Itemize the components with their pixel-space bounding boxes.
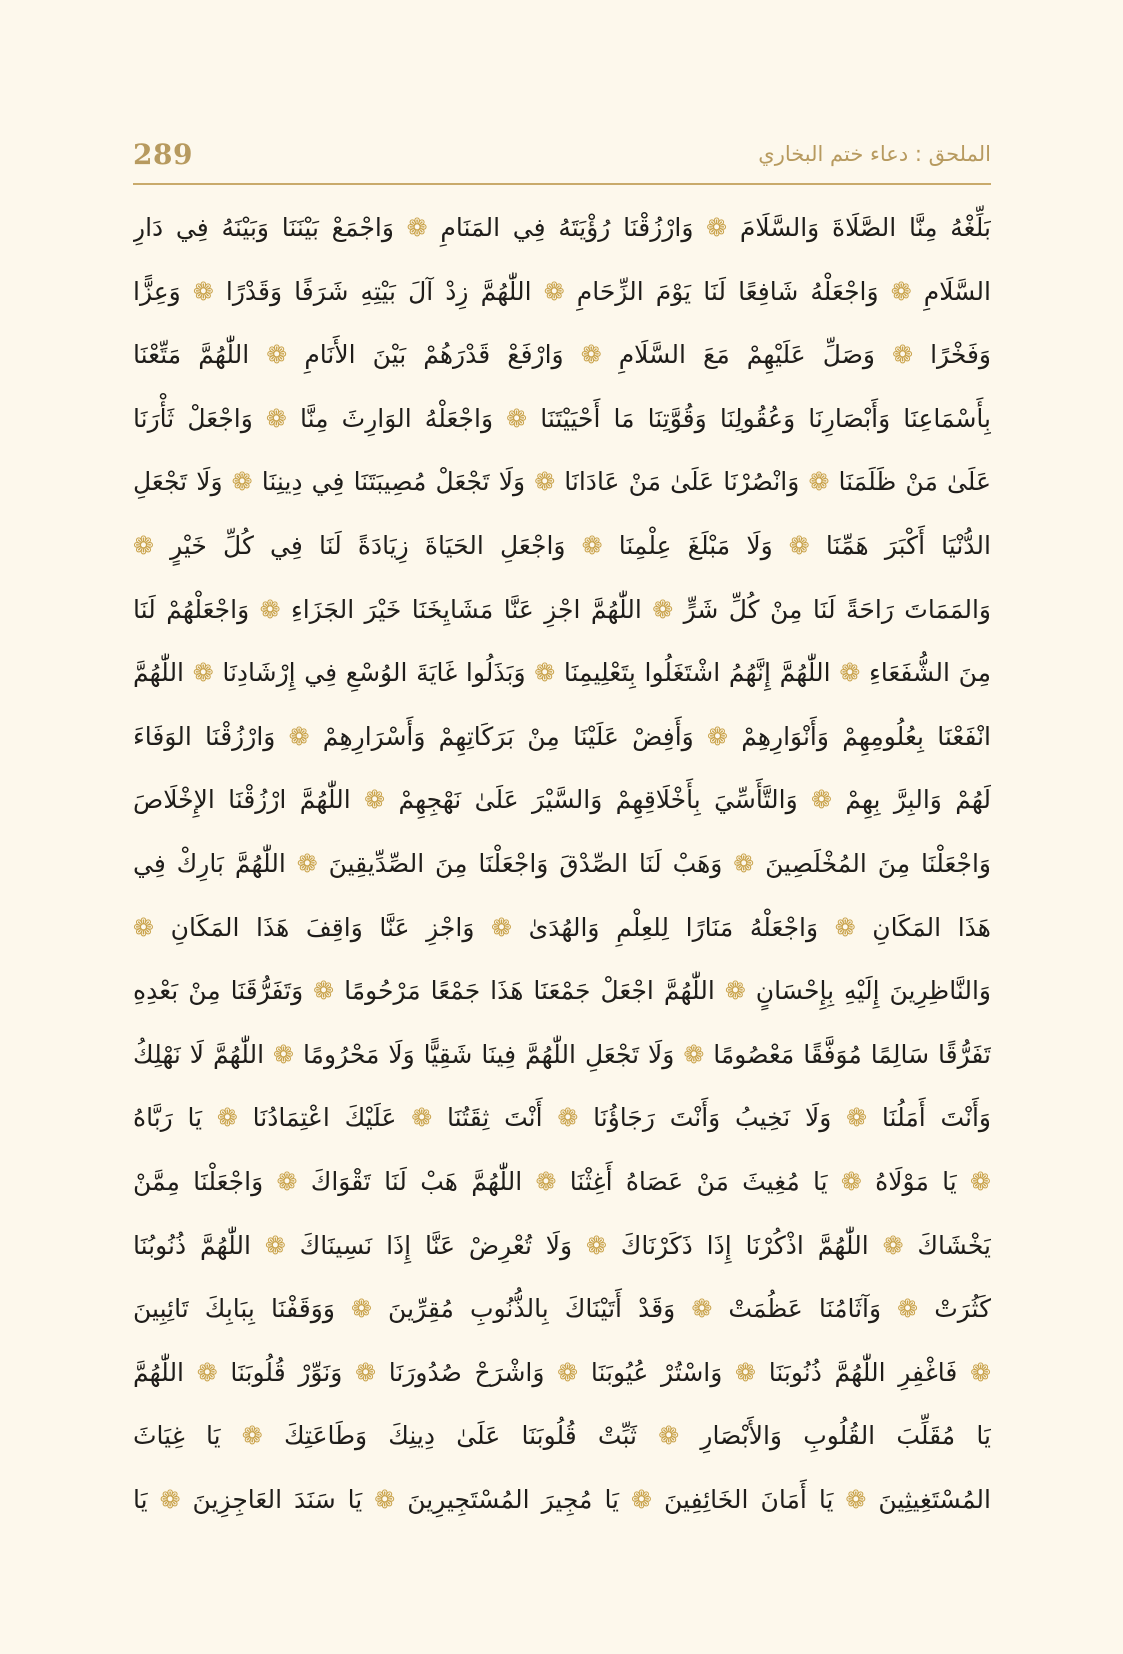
ornament-icon: ❁ <box>534 658 556 688</box>
text-line: المُسْتَغِيثِينَ ❁ يَا أَمَانَ الخَائِفِينَ ❁ يَا مُجِيرَ المُسْتَجِيرِينَ ❁ يَا سَنَدَ العَاجِزِينَ ❁ يَا <box>133 1484 991 1514</box>
text-line: هَذَا المَكَانِ ❁ وَاجْعَلْهُ مَنَارًا لِلعِلْمِ وَالهُدَىٰ ❁ وَاجْزِ عَنَّا وَاقِفَ هَذَا المَكَانِ ❁ <box>133 912 991 942</box>
ornament-icon: ❁ <box>735 1357 756 1387</box>
ornament-icon: ❁ <box>890 276 912 306</box>
ornament-icon: ❁ <box>351 1294 372 1324</box>
text-line: وَأَنْتَ أَمَلُنَا ❁ وَلَا نَخِيبُ وَأَنْتَ رَجَاؤُنَا ❁ أَنْتَ ثِقَتُنَا ❁ عَلَيْكَ اعْتِمَادُنَا ❁ يَا رَبَّاهُ <box>133 1103 991 1133</box>
ornament-icon: ❁ <box>811 785 832 815</box>
ornament-icon: ❁ <box>288 721 310 751</box>
ornament-icon: ❁ <box>846 1103 868 1133</box>
ornament-icon: ❁ <box>506 403 528 433</box>
ornament-icon: ❁ <box>788 530 810 560</box>
ornament-icon: ❁ <box>840 1166 862 1196</box>
ornament-icon: ❁ <box>216 1103 238 1133</box>
ornament-icon: ❁ <box>845 1484 867 1514</box>
text-line: بِأَسْمَاعِنَا وَأَبْصَارِنَا وَعُقُولِنَا وَقُوَّتِنَا مَا أَحْيَيْتَنَا ❁ وَاجْعَلْهُ الوَارِثَ مِنَّا ❁ وَاجْعَلْ ثَأْرَنَا <box>133 403 991 433</box>
ornament-icon: ❁ <box>706 213 728 242</box>
ornament-icon: ❁ <box>733 848 755 878</box>
text-line: مِنَ الشُّفَعَاءِ ❁ اللّٰهُمَّ إِنَّهُمُ اشْتَغَلُوا بِتَعْلِيمِنَا ❁ وَبَذَلُوا غَايَةَ الوُسْعِ فِي إِرْشَادِنَا ❁ اللّٰهُمَّ <box>133 658 991 688</box>
text-line: وَفَخْرًا ❁ وَصَلِّ عَلَيْهِمْ مَعَ السَّلَامِ ❁ وَارْفَعْ قَدْرَهُمْ بَيْنَ الأَنَامِ ❁ اللّٰهُمَّ مَتِّعْنَا <box>133 340 991 370</box>
ornament-icon: ❁ <box>892 340 914 370</box>
text-line: وَاجْعَلْنَا مِنَ المُخْلَصِينَ ❁ وَهَبْ لَنَا الصِّدْقَ وَاجْعَلْنَا مِنَ الصِّدِّيقِينَ ❁ اللّٰهُمَّ بَارِكْ فِي <box>133 848 991 878</box>
ornament-icon: ❁ <box>970 1166 991 1196</box>
ornament-icon: ❁ <box>231 467 253 497</box>
ornament-icon: ❁ <box>557 1103 579 1133</box>
text-line: ❁ يَا مَوْلَاهُ ❁ يَا مُغِيثَ مَنْ عَصَاهُ أَغِثْنَا ❁ اللّٰهُمَّ هَبْ لَنَا تَقْوَاكَ ❁ وَاجْعَلْنَا مِمَّنْ <box>133 1166 991 1196</box>
ornament-icon: ❁ <box>411 1103 433 1133</box>
ornament-icon: ❁ <box>724 976 746 1006</box>
header-rule <box>133 183 991 185</box>
text-line: يَا مُقَلِّبَ القُلُوبِ وَالأَبْصَارِ ❁ ثَبِّتْ قُلُوبَنَا عَلَىٰ دِينِكَ وَطَاعَتِكَ ❁ يَا غِيَاثَ <box>133 1421 991 1451</box>
ornament-icon: ❁ <box>652 594 674 624</box>
chapter-title: الملحق : دعاء ختم البخاري <box>758 142 991 166</box>
text-line: كَثُرَتْ ❁ وَآثَامُنَا عَظُمَتْ ❁ وَقَدْ أَتَيْنَاكَ بِالذُّنُوبِ مُقِرِّينَ ❁ وَوَقَفْنَا بِبَابِكَ تَائِبِينَ <box>133 1294 991 1324</box>
text-line: تَفَرُّقًا سَالِمًا مُوَفَّقًا مَعْصُومًا ❁ وَلَا تَجْعَلِ اللّٰهُمَّ فِينَا شَقِيًّا وَلَا مَحْرُومًا ❁ اللّٰهُمَّ لَا نَهْلِكُ <box>133 1039 991 1069</box>
ornament-icon: ❁ <box>581 530 603 560</box>
ornament-icon: ❁ <box>543 276 565 306</box>
ornament-icon: ❁ <box>585 1230 607 1260</box>
ornament-icon: ❁ <box>897 1294 919 1324</box>
ornament-icon: ❁ <box>834 912 856 942</box>
text-line: يَخْشَاكَ ❁ اللّٰهُمَّ اذْكُرْنَا إِذَا ذَكَرْنَاكَ ❁ وَلَا تُعْرِضْ عَنَّا إِذَا نَسِينَاكَ ❁ اللّٰهُمَّ ذُنُوبُنَا <box>133 1230 991 1260</box>
ornament-icon: ❁ <box>264 1230 286 1260</box>
text-line: وَالنَّاظِرِينَ إِلَيْهِ بِإِحْسَانٍ ❁ اللّٰهُمَّ اجْعَلْ جَمْعَنَا هَذَا جَمْعًا مَرْحُومًا ❁ وَتَفَرُّقَنَا مِنْ بَعْدِهِ <box>133 976 991 1006</box>
ornament-icon: ❁ <box>808 467 830 497</box>
ornament-icon: ❁ <box>534 467 556 497</box>
text-line: لَهُمْ وَالبِرَّ بِهِمْ ❁ وَالتَّأَسِّيَ بِأَخْلَاقِهِمْ وَالسَّيْرَ عَلَىٰ نَهْجِهِمْ ❁ اللّٰهُمَّ ارْزُقْنَا الإِخْلَاصَ <box>133 785 991 815</box>
ornament-icon: ❁ <box>535 1166 557 1196</box>
page-number: 289 <box>133 138 193 171</box>
ornament-icon: ❁ <box>355 1357 377 1387</box>
ornament-icon: ❁ <box>631 1484 652 1514</box>
ornament-icon: ❁ <box>882 1230 904 1260</box>
ornament-icon: ❁ <box>133 530 154 560</box>
ornament-icon: ❁ <box>658 1421 680 1451</box>
ornament-icon: ❁ <box>374 1484 396 1514</box>
text-line: ❁ فَاغْفِرِ اللّٰهُمَّ ذُنُوبَنَا ❁ وَاسْتُرْ عُيُوبَنَا ❁ وَاشْرَحْ صُدُورَنَا ❁ وَنَوِّرْ قُلُوبَنَا ❁ اللّٰهُمَّ <box>133 1357 991 1387</box>
text-line: عَلَىٰ مَنْ ظَلَمَنَا ❁ وَانْصُرْنَا عَلَىٰ مَنْ عَادَانَا ❁ وَلَا تَجْعَلْ مُصِيبَتَنَا فِي دِينِنَا ❁ وَلَا تَجْعَلِ <box>133 467 991 497</box>
ornament-icon: ❁ <box>313 976 335 1006</box>
ornament-icon: ❁ <box>406 213 428 242</box>
ornament-icon: ❁ <box>839 658 861 688</box>
ornament-icon: ❁ <box>970 1357 991 1387</box>
ornament-icon: ❁ <box>266 340 288 370</box>
ornament-icon: ❁ <box>491 912 512 942</box>
ornament-icon: ❁ <box>192 658 214 688</box>
ornament-icon: ❁ <box>259 594 281 624</box>
ornament-icon: ❁ <box>580 340 602 370</box>
ornament-icon: ❁ <box>707 721 728 751</box>
body-text <box>133 196 991 1531</box>
ornament-icon: ❁ <box>276 1166 298 1196</box>
ornament-icon: ❁ <box>133 912 154 942</box>
ornament-icon: ❁ <box>196 1357 218 1387</box>
text-line: بَلِّغْهُ مِنَّا الصَّلَاةَ وَالسَّلَامَ ❁ وَارْزُقْنَا رُؤْيَتَهُ فِي المَنَامِ ❁ وَاجْمَعْ بَيْنَنَا وَبَيْنَهُ فِي دَارِ <box>133 213 991 242</box>
ornament-icon: ❁ <box>691 1294 713 1324</box>
ornament-icon: ❁ <box>159 1484 181 1514</box>
ornament-icon: ❁ <box>683 1039 705 1069</box>
text-line: انْفَعْنَا بِعُلُومِهِمْ وَأَنْوَارِهِمْ ❁ وَأَفِضْ عَلَيْنَا مِنْ بَرَكَاتِهِمْ وَأَسْرَارِهِمْ ❁ وَارْزُقْنَا الوَفَاءَ <box>133 721 991 751</box>
ornament-icon: ❁ <box>241 1421 263 1451</box>
text-line: الدُّنْيَا أَكْبَرَ هَمِّنَا ❁ وَلَا مَبْلَغَ عِلْمِنَا ❁ وَاجْعَلِ الحَيَاةَ زِيَادَةً لَنَا فِي كُلِّ خَيْرٍ ❁ <box>133 530 991 560</box>
ornament-icon: ❁ <box>364 785 386 815</box>
ornament-icon: ❁ <box>296 848 318 878</box>
text-line: وَالمَمَاتَ رَاحَةً لَنَا مِنْ كُلِّ شَرٍّ ❁ اللّٰهُمَّ اجْزِ عَنَّا مَشَايِخَنَا خَيْرَ الجَزَاءِ ❁ وَاجْعَلْهُمْ لَنَا <box>133 594 991 624</box>
ornament-icon: ❁ <box>557 1357 579 1387</box>
text-line: السَّلَامِ ❁ وَاجْعَلْهُ شَافِعًا لَنَا يَوْمَ الزِّحَامِ ❁ اللّٰهُمَّ زِدْ آلَ بَيْتِهِ شَرَفًا وَقَدْرًا ❁ وَعِزًّا <box>133 276 991 306</box>
ornament-icon: ❁ <box>273 1039 294 1069</box>
ornament-icon: ❁ <box>265 403 287 433</box>
ornament-icon: ❁ <box>192 276 214 306</box>
running-header <box>133 138 991 178</box>
